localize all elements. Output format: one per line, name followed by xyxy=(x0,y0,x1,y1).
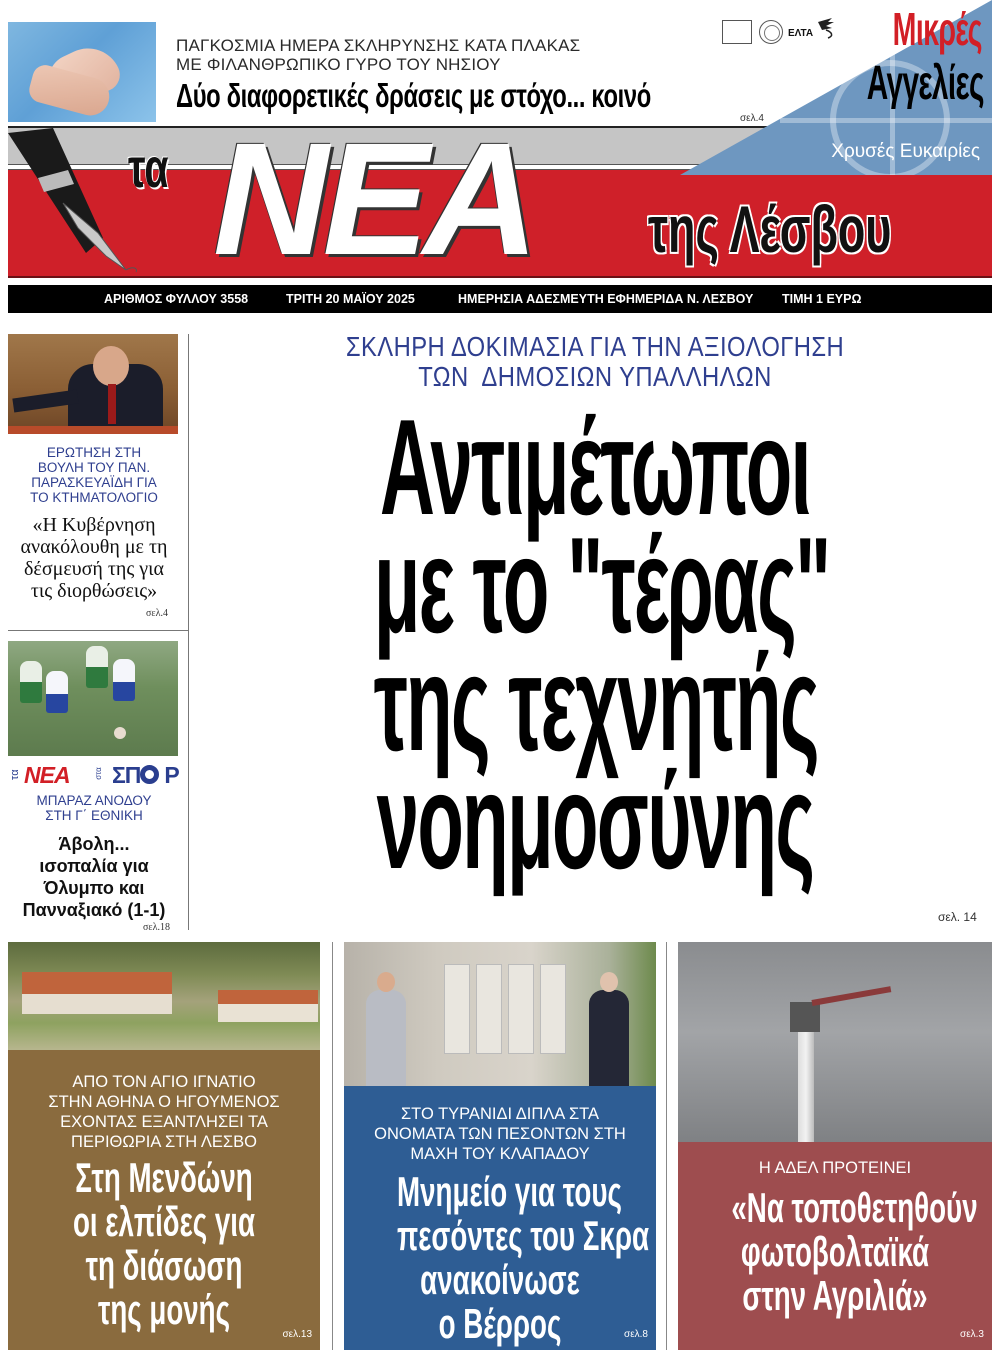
masthead-name: ΝΕΑ xyxy=(213,128,533,278)
kicker-line: ΕΧΟΝΤΑΣ ΕΞΑΝΤΛΗΣΕΙ ΤΑ xyxy=(60,1113,268,1131)
sport-section-logo xyxy=(8,763,178,787)
headline-line: Άβολη... xyxy=(58,834,130,854)
soccer-ball-icon xyxy=(140,765,159,784)
headline-line: «Η Κυβέρνηση xyxy=(32,514,156,536)
player-shape xyxy=(113,659,135,701)
ball-icon xyxy=(114,727,126,739)
story-kicker xyxy=(8,1050,320,1152)
story-headline xyxy=(344,1170,656,1346)
roof-shape xyxy=(218,990,318,1004)
lead-headline[interactable] xyxy=(200,391,990,897)
headline-line: τη διάσωση xyxy=(85,1242,243,1289)
classifieds-title: Μικρές xyxy=(892,3,982,55)
masthead-suffix: της Λέσβου xyxy=(648,192,892,266)
headline-line: οι ελπίδες για xyxy=(72,1198,256,1245)
kicker-line: ΕΡΩΤΗΣΗ ΣΤΗ xyxy=(46,445,142,460)
memorial-photo xyxy=(344,942,656,1086)
postal-paid-stamp-icon xyxy=(722,20,752,44)
building-shape xyxy=(218,1004,318,1022)
story-kicker xyxy=(10,445,178,505)
sport-logo-sp: ΣΠ xyxy=(112,762,141,788)
paper-tagline: ΗΜΕΡΗΣΙΑ ΑΔΕΣΜΕΥΤΗ ΕΦΗΜΕΡΙΔΑ Ν. ΛΕΣΒΟΥ xyxy=(458,292,754,306)
price: ΤΙΜΗ 1 ΕΥΡΩ xyxy=(782,292,862,306)
headline-line: «Να τοποθετηθούν xyxy=(731,1184,978,1231)
headline-line: ανακοίνωσε xyxy=(420,1256,580,1303)
kicker-line: ΣΤΗΝ ΑΘΗΝΑ Ο ΗΓΟΥΜΕΝΟΣ xyxy=(48,1093,280,1111)
column-divider xyxy=(332,942,333,1350)
politician-photo[interactable] xyxy=(8,334,178,434)
page-ref: σελ. 14 xyxy=(938,910,977,924)
kicker-line: ΟΝΟΜΑΤΑ ΤΩΝ ΠΕΣΟΝΤΩΝ ΣΤΗ xyxy=(374,1125,626,1143)
plaque-shape xyxy=(508,964,534,1054)
plaque-shape xyxy=(444,964,470,1054)
headline-line: δέσμευσή της για xyxy=(24,558,164,580)
headline-line: Αντιμέτωποι xyxy=(379,391,811,543)
postal-seal-icon xyxy=(759,20,783,44)
story-box xyxy=(8,1050,320,1350)
kicker-line: ΤΩΝ ΔΗΜΟΣΙΩΝ ΥΠΑΛΛΗΛΩΝ xyxy=(418,361,772,392)
plaque-shape xyxy=(476,964,502,1054)
fountain-pen-icon xyxy=(8,128,138,278)
person-head xyxy=(600,972,618,992)
turbine-blade xyxy=(811,986,891,1006)
photo-shape xyxy=(8,426,178,434)
ms-hands-photo xyxy=(8,22,156,122)
hermes-wing-icon xyxy=(816,16,836,40)
headline-line: ο Βέρρος xyxy=(438,1300,562,1347)
page-ref: σελ.13 xyxy=(282,1329,312,1340)
sport-logo-ta: τα xyxy=(9,769,21,780)
photo-shape xyxy=(93,346,129,386)
headline-line: ανακόλουθη με τη xyxy=(20,536,168,558)
bottom-story[interactable] xyxy=(678,942,992,1350)
kicker-line: ΒΟΥΛΗ ΤΟΥ ΠΑΝ. xyxy=(37,460,151,475)
elta-logo: ΕΛΤΑ xyxy=(788,28,814,39)
top-teaser-headline[interactable]: Δύο διαφορετικές δράσεις με στόχο... κοινό xyxy=(176,77,651,114)
player-shape xyxy=(20,661,42,703)
headline-line: τις διορθώσεις» xyxy=(30,580,158,602)
bottom-story[interactable] xyxy=(8,942,320,1350)
kicker-line: ΠΕΡΙΘΩΡΙΑ ΣΤΗ ΛΕΣΒΟ xyxy=(71,1133,257,1151)
sport-logo-sta: στα xyxy=(93,767,103,780)
kicker-line: ΤΟ ΚΤΗΜΑΤΟΛΟΓΙΟ xyxy=(30,490,158,505)
sport-logo-nea: ΝΕΑ xyxy=(24,762,70,788)
issue-date: ΤΡΙΤΗ 20 ΜΑΪΟΥ 2025 xyxy=(286,292,415,306)
monastery-photo xyxy=(8,942,320,1050)
headline-line: Στη Μενδώνη xyxy=(75,1154,253,1201)
lead-kicker xyxy=(200,332,990,392)
headline-line: φωτοβολταϊκά xyxy=(740,1228,930,1275)
story-headline[interactable] xyxy=(6,833,182,921)
top-kicker-line: ΠΑΓΚΟΣΜΙΑ ΗΜΕΡΑ ΣΚΛΗΡΥΝΣΗΣ ΚΑΤΑ ΠΛΑΚΑΣ xyxy=(176,36,581,55)
column-divider xyxy=(666,942,667,1350)
story-headline xyxy=(678,1186,992,1318)
divider xyxy=(8,630,188,631)
page-ref: σελ.4 xyxy=(146,608,168,619)
kicker-line: ΣΤΟ ΤΥΡΑΝΙΔΙ ΔΙΠΛΑ ΣΤΑ xyxy=(400,1105,600,1123)
bottom-story[interactable] xyxy=(344,942,656,1350)
page-ref: σελ.3 xyxy=(960,1329,984,1340)
football-match-photo[interactable] xyxy=(8,641,178,756)
kicker-line: ΣΚΛΗΡΗ ΔΟΚΙΜΑΣΙΑ ΓΙΑ ΤΗΝ ΑΞΙΟΛΟΓΗΣΗ xyxy=(345,331,845,362)
story-box xyxy=(678,1142,992,1350)
person-shape xyxy=(366,990,406,1100)
sport-logo-r: Ρ xyxy=(164,762,179,788)
headline-line: στην Αγριλιά» xyxy=(742,1272,928,1319)
headline-line: της τεχνητής xyxy=(373,627,818,779)
story-box xyxy=(344,1086,656,1350)
classifieds-title: Αγγελίες xyxy=(866,57,984,110)
story-kicker xyxy=(678,1142,992,1178)
issue-number: ΑΡΙΘΜΟΣ ΦΥΛΛΟΥ 3558 xyxy=(104,292,249,306)
classifieds-subtitle: Χρυσές Ευκαιρίες xyxy=(831,141,980,162)
headline-line: Μνημείο για τους xyxy=(397,1168,622,1215)
kicker-line: ΜΠΑΡΑΖ ΑΝΟΔΟΥ xyxy=(36,793,152,808)
issue-info-bar xyxy=(8,285,992,313)
story-kicker xyxy=(10,793,178,823)
building-shape xyxy=(22,994,172,1014)
plaque-shape xyxy=(540,964,566,1054)
roof-shape xyxy=(22,972,172,994)
story-kicker xyxy=(344,1086,656,1164)
page-ref: σελ.8 xyxy=(624,1329,648,1340)
headline-line: της μονής xyxy=(97,1286,231,1333)
headline-line: Όλυμπο και xyxy=(43,878,145,898)
page-ref: σελ.4 xyxy=(740,113,764,124)
turbine-nacelle xyxy=(790,1002,820,1032)
player-shape xyxy=(46,671,68,713)
top-teaser-kicker xyxy=(176,36,696,74)
masthead-prefix: τα xyxy=(128,136,169,199)
kicker-line: ΜΑΧΗ ΤΟΥ ΚΛΑΠΑΔΟΥ xyxy=(410,1145,590,1163)
player-shape xyxy=(86,646,108,688)
headline-line: με το "τέρας" xyxy=(373,509,830,661)
headline-line: Πανναξιακό (1-1) xyxy=(22,900,166,920)
story-headline[interactable] xyxy=(6,514,182,602)
kicker-line: ΣΤΗ Γ΄ ΕΘΝΙΚΗ xyxy=(45,808,143,823)
kicker-line: ΠΑΡΑΣΚΕΥΑΪΔΗ ΓΙΑ xyxy=(31,475,157,490)
crosshair-line xyxy=(780,118,992,123)
wind-turbine-photo xyxy=(678,942,992,1142)
kicker-line: ΑΠΟ ΤΟΝ ΑΓΙΟ ΙΓΝΑΤΙΟ xyxy=(72,1073,256,1091)
headline-line: πεσόντες του Σκρα xyxy=(397,1212,650,1259)
headline-line: ισοπαλία για xyxy=(39,856,149,876)
headline-line: νοημοσύνης xyxy=(376,745,814,897)
person-shape xyxy=(589,990,629,1100)
top-kicker-line: ΜΕ ΦΙΛΑΝΘΡΩΠΙΚΟ ΓΥΡΟ ΤΟΥ ΝΗΣΙΟΥ xyxy=(176,55,501,74)
page-ref: σελ.18 xyxy=(143,922,170,933)
photo-shape xyxy=(108,384,116,424)
kicker-line: Η ΑΔΕΛ ΠΡΟΤΕΙΝΕΙ xyxy=(758,1159,912,1177)
column-divider xyxy=(188,334,189,930)
story-headline xyxy=(8,1156,320,1332)
person-head xyxy=(377,972,395,992)
